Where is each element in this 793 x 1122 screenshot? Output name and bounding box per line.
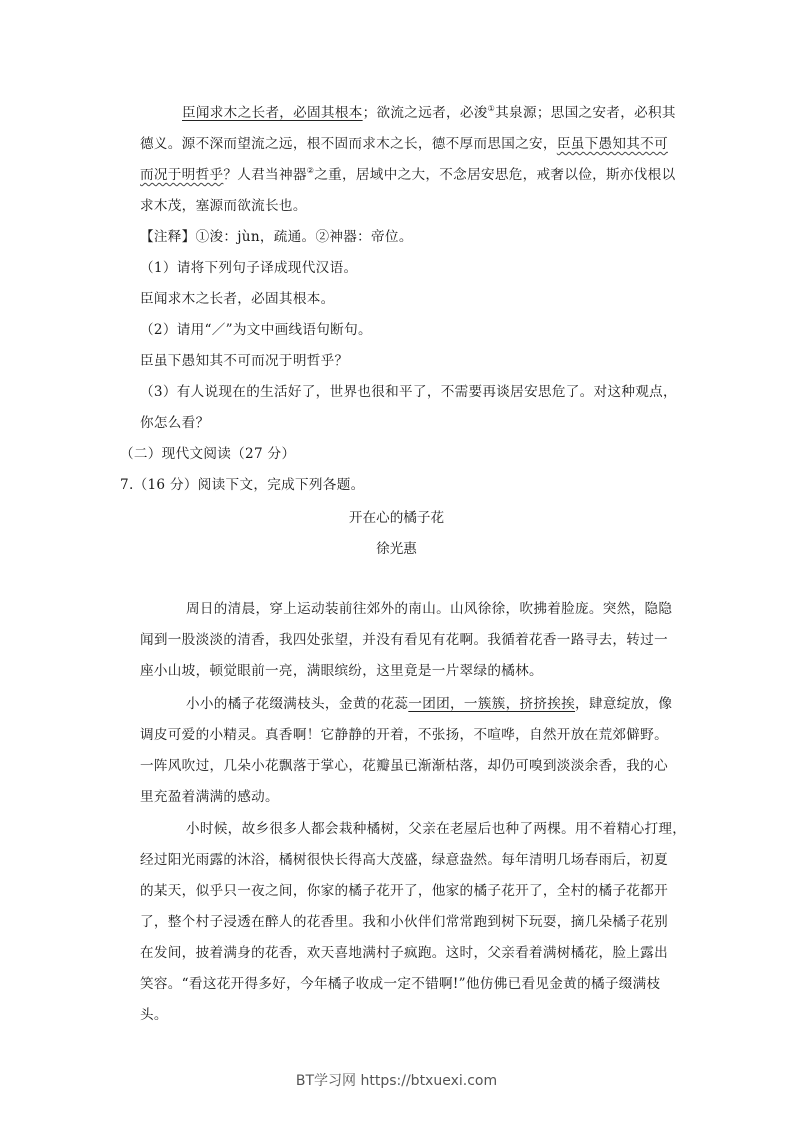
annotation: 【注释】①浚：jùn，疏通。②神器：帝位。 — [140, 229, 413, 245]
text-span: ，肆意绽放，像 — [575, 696, 673, 712]
paragraph-3-line-6: 笑容。“看这花开得多好，今年橘子收成一定不错啊!”他仿佛已看见金黄的橘子缀满枝 — [140, 976, 661, 992]
question-1-sentence: 臣闻求木之长者，必固其根本。 — [140, 291, 335, 307]
passage-line-4: 求木茂，塞源而欲流长也。 — [140, 198, 307, 214]
text-span: 德义。源不深而望流之远，根不固而求木之长，德不厚而思国之安， — [140, 136, 557, 152]
paragraph-2-line-1 — [186, 694, 672, 714]
article-author: 徐光惠 — [376, 541, 417, 557]
passage-line-1 — [182, 103, 676, 123]
paragraph-2-line-3: 一阵风吹过，几朵小花飘落于掌心，花瓣虽已渐渐枯落，却仍可嗅到淡淡余香，我的心 — [140, 758, 668, 774]
section-heading: （二）现代文阅读（27 分） — [120, 446, 296, 462]
text-span: 之重，居域中之大，不念居安思危，戒奢以俭，斯亦伐根以 — [314, 167, 676, 183]
underlined-sentence: 臣闻求木之长者，必固其根本 — [182, 105, 363, 121]
question-7-heading: 7.（16 分）阅读下文，完成下列各题。 — [120, 477, 365, 493]
footer-watermark: BT学习网 https://btxuexi.com — [295, 1073, 498, 1089]
wavy-underlined-sentence: 而况于明哲乎 — [140, 167, 224, 183]
text-span: ；欲流之远者，必浚 — [362, 105, 488, 121]
paragraph-3-line-5: 在发间，披着满身的花香，欢天喜地满村子疯跑。这时，父亲看着满树橘花，脸上露出 — [140, 945, 668, 961]
paragraph-1-line-3: 座小山坡，顿觉眼前一亮，满眼缤纷，这里竟是一片翠绿的橘林。 — [140, 663, 543, 679]
question-2-prompt: （2）请用“／”为文中画线语句断句。 — [140, 322, 372, 338]
question-2-sentence: 臣虽下愚知其不可而况于明哲乎？ — [140, 353, 349, 369]
paragraph-3-line-3: 的某天，似乎只一夜之间，你家的橘子花开了，他家的橘子花开了，全村的橘子花都开 — [140, 883, 668, 899]
question-1-prompt: （1）请将下列句子译成现代汉语。 — [140, 260, 358, 276]
passage-line-2 — [140, 134, 668, 154]
passage-line-3 — [140, 165, 675, 185]
paragraph-3-line-1: 小时候，故乡很多人都会栽种橘树，父亲在老屋后也种了两棵。用不着精心打理， — [186, 821, 687, 837]
article-title: 开在心的橘子花 — [348, 510, 445, 526]
paragraph-3-line-7: 头。 — [140, 1007, 168, 1023]
text-span: 小小的橘子花缀满枝头，金黄的花蕊 — [186, 696, 409, 712]
paragraph-1-line-1: 周日的清晨，穿上运动装前往郊外的南山。山风徐徐，吹拂着脸庞。突然，隐隐 — [186, 601, 673, 617]
text-span: 其泉源；思国之安者，必积其 — [495, 105, 676, 121]
underlined-phrase: 一团团，一簇簇，挤挤挨挨 — [408, 696, 576, 712]
text-span: ？人君当神器 — [223, 167, 307, 183]
question-3-prompt-line1: （3）有人说现在的生活好了，世界也很和平了，不需要再谈居安思危了。对这种观点， — [140, 384, 677, 400]
paragraph-2-line-2: 调皮可爱的小精灵。真香啊！它静静的开着，不张扬，不喧哗，自然开放在荒郊僻野。 — [140, 727, 668, 743]
paragraph-3-line-2: 经过阳光雨露的沐浴，橘树很快长得高大茂盛，绿意盎然。每年清明几场春雨后，初夏 — [140, 852, 668, 868]
footnote-marker-2: ② — [306, 166, 315, 175]
footnote-marker-1: ① — [487, 104, 496, 113]
paragraph-2-line-4: 里充盈着满满的感动。 — [140, 789, 279, 805]
paragraph-3-line-4: 了，整个村子浸透在醉人的花香里。我和小伙伴们常常跑到树下玩耍，摘几朵橘子花别 — [140, 914, 668, 930]
wavy-underlined-sentence: 臣虽下愚知其不可 — [556, 136, 668, 152]
question-3-prompt-line2: 你怎么看？ — [140, 415, 210, 431]
paragraph-1-line-2: 闻到一股淡淡的清香，我四处张望，并没有看见有花啊。我循着花香一路寻去，转过一 — [140, 632, 668, 648]
